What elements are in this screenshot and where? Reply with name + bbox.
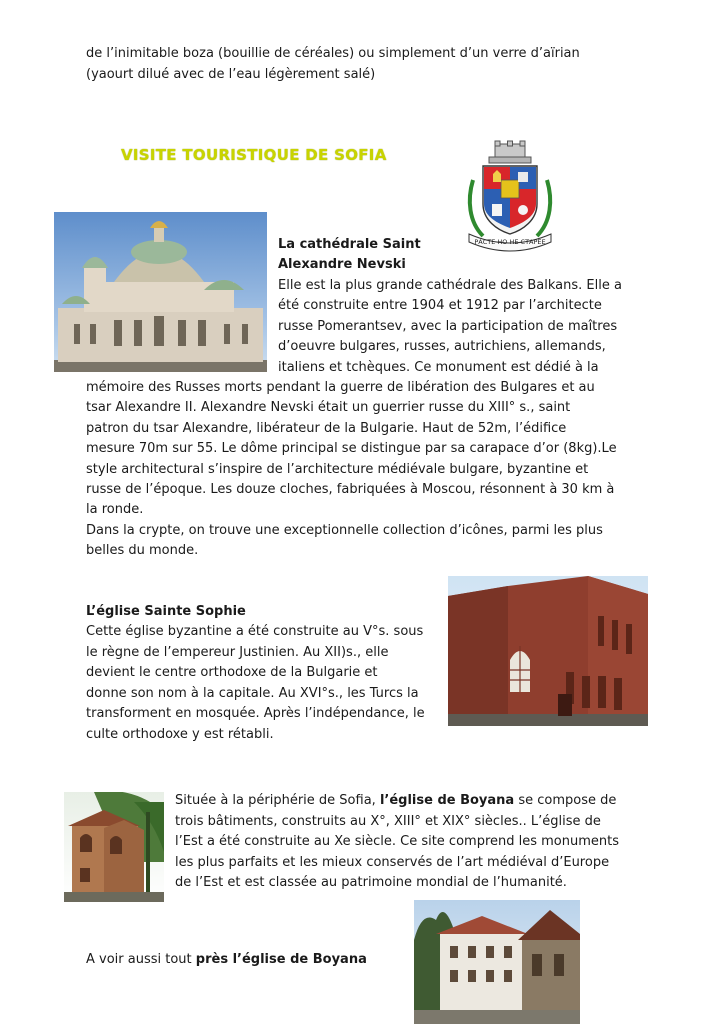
boyana-line-1-post: se compose de [514, 793, 617, 808]
cathedral-title-2: Alexandre Nevski [278, 257, 406, 272]
cathedral-line: russe Pomerantsev, avec la participation de maîtres [278, 319, 618, 334]
boyana-line: de l’Est et est classée au patrimoine mondial de l’humanité. [175, 875, 567, 890]
sofia-coat-of-arms [463, 140, 557, 252]
cathedral-line: la ronde. [86, 502, 144, 517]
sophie-line: culte orthodoxe y est rétabli. [86, 727, 274, 742]
boyana-church-name: l’église de Boyana [379, 793, 515, 808]
see-also-bold: près l’église de Boyana [195, 952, 367, 967]
cathedral-line: d’oeuvre bulgares, russes, autrichiens, allemands, [278, 339, 606, 354]
sainte-sophie-image [448, 576, 648, 726]
cathedral-image [54, 212, 267, 372]
boyana-line: trois bâtiments, construits au X°, XIII° et XIX° siècles.. L’église de [175, 814, 601, 829]
intro-line-1: de l’inimitable boza (bouillie de céréales) ou simplement d’un verre d’aïrian [86, 46, 580, 61]
cathedral-line: italiens et tchèques. Ce monument est dédié à la [278, 360, 599, 375]
sophie-line: donne son nom à la capitale. Au XVI°s., les Turcs la [86, 686, 419, 701]
cathedral-line: mesure 70m sur 55. Le dôme principal se distingue par sa carapace d’or (8kg).Le [86, 441, 617, 456]
cathedral-title-line-2 [278, 255, 406, 276]
cathedral-line: été construite entre 1904 et 1912 par l’architecte [278, 298, 602, 313]
boyana-photo [64, 792, 164, 902]
cathedral-line: mémoire des Russes morts pendant la guerre de libération des Bulgares et au [86, 380, 595, 395]
section-title: VISITE TOURISTIQUE DE SOFIA [121, 146, 387, 164]
boyana-image [64, 792, 164, 902]
cathedral-line: Elle est la plus grande cathédrale des Balkans. Elle a [278, 278, 622, 293]
cathedral-photo [54, 212, 267, 372]
sophie-line: devient le centre orthodoxe de la Bulgarie et [86, 665, 378, 680]
coat-of-arms-motto: РАСТЕ НО НЕ СТАРЕЕ [474, 238, 546, 246]
cathedral-line: patron du tsar Alexandre, libérateur de la Bulgarie. Haut de 52m, l’édifice [86, 421, 567, 436]
boyana-line-1 [175, 791, 616, 812]
cathedral-title-line-1 [278, 235, 421, 256]
cathedral-line: style architectural s’inspire de l’architecture médiévale bulgare, byzantine et [86, 462, 589, 477]
sophie-title [86, 602, 246, 623]
monastery-photo [414, 900, 580, 1024]
sainte-sophie-photo [448, 576, 648, 726]
cathedral-line: Dans la crypte, on trouve une exceptionnelle collection d’icônes, parmi les plus [86, 523, 603, 538]
cathedral-line: russe de l’époque. Les douze cloches, fabriquées à Moscou, résonnent à 30 km à [86, 482, 615, 497]
see-also [86, 950, 367, 971]
coat-of-arms-icon [463, 140, 557, 252]
boyana-line: les plus parfaits et les mieux conservés de l’art médiéval d’Europe [175, 855, 610, 870]
cathedral-title-1: La cathédrale Saint [278, 237, 421, 252]
cathedral-line: belles du monde. [86, 543, 199, 558]
sophie-line: le règne de l’empereur Justinien. Au XII)s., elle [86, 645, 389, 660]
sophie-title-text: L’église Sainte Sophie [86, 604, 246, 619]
boyana-line: l’Est a été construite au Xe siècle. Ce site comprend les monuments [175, 834, 620, 849]
monastery-image [414, 900, 580, 1024]
see-also-pre: A voir aussi tout [86, 952, 196, 967]
cathedral-line: tsar Alexandre II. Alexandre Nevski était un guerrier russe du XIII° s., saint [86, 400, 571, 415]
boyana-line-1-pre: Située à la périphérie de Sofia, [175, 793, 380, 808]
sophie-line: Cette église byzantine a été construite au V°s. sous [86, 624, 424, 639]
intro-line-2: (yaourt dilué avec de l’eau légèrement salé) [86, 67, 376, 82]
sophie-line: transforment en mosquée. Après l’indépendance, le [86, 706, 425, 721]
